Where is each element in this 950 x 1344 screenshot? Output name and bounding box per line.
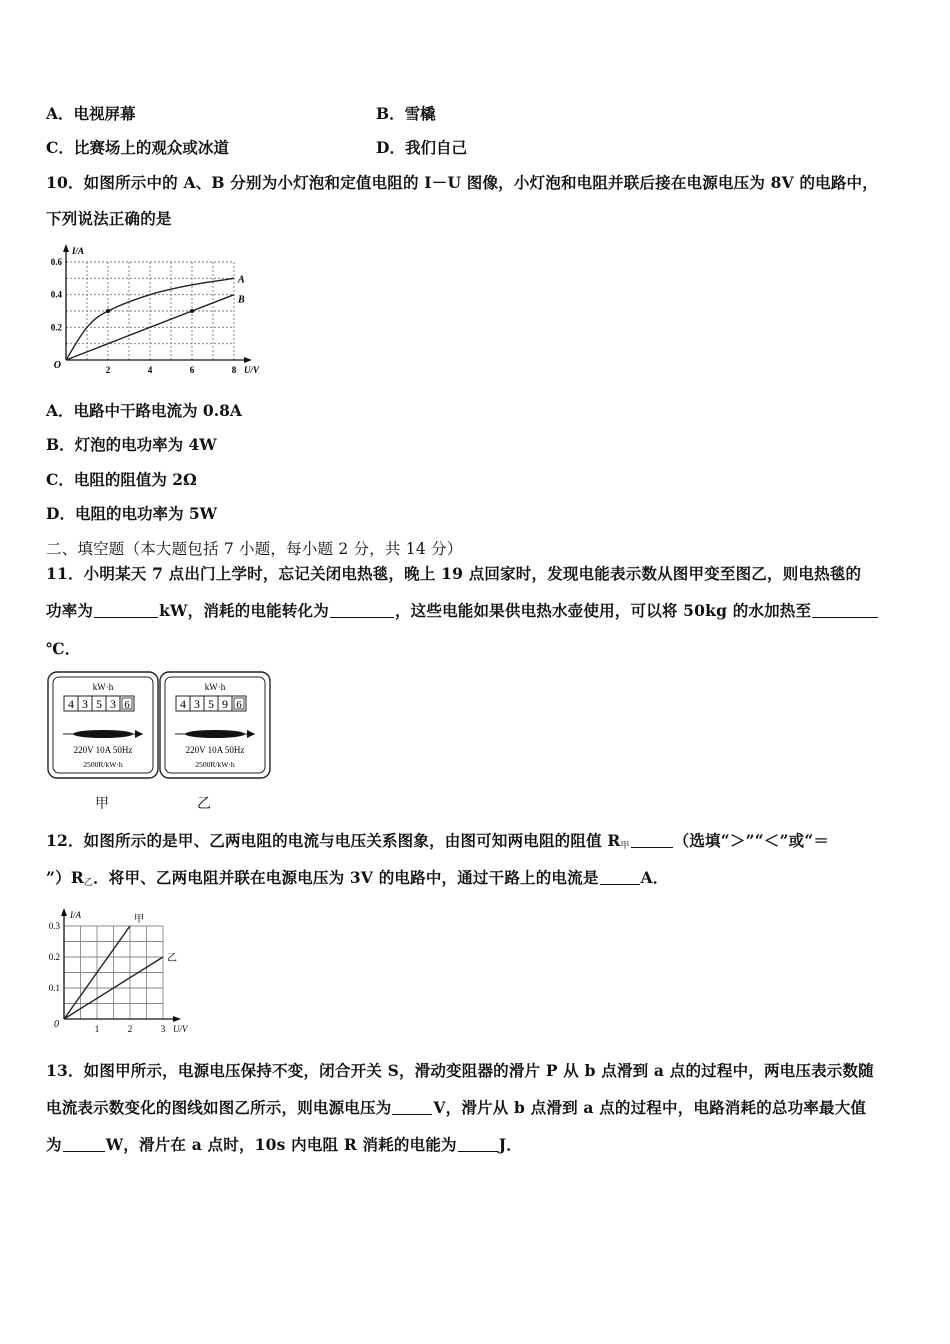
q11-blank-power[interactable] xyxy=(94,616,158,618)
q12-sub-jia: 甲 xyxy=(620,841,630,851)
meter-jia-unit: kW·h xyxy=(92,682,114,692)
x-tick-label: 3 xyxy=(160,1024,166,1034)
meter-yi-rate: 2500R/kW·h xyxy=(195,760,235,769)
q10-stem-line2: 下列说法正确的是 xyxy=(46,209,172,228)
q12-iu-chart xyxy=(40,895,210,1040)
meter-digit: 6 xyxy=(236,699,242,711)
q13-stem-line3 xyxy=(46,1133,522,1155)
y-tick-label: 0.6 xyxy=(50,257,62,267)
q12-text-c: ”）R xyxy=(46,868,84,887)
q12-text-a: 12．如图所示的是甲、乙两电阻的电流与电压关系图象，由图可知两电阻的阻值 R xyxy=(46,831,621,850)
origin-label: 0 xyxy=(54,1019,59,1030)
q11-stem-line3: ℃． xyxy=(46,639,81,658)
data-point xyxy=(106,309,110,313)
origin-label: O xyxy=(53,360,61,371)
meter-yi-unit: kW·h xyxy=(204,682,226,692)
q11-text-a: 功率为 xyxy=(46,601,94,620)
q11-text-c: ，这些电能如果供电热水壶使用，可以将 50kg 的水加热至 xyxy=(394,601,812,620)
meter-digit: 3 xyxy=(194,697,200,711)
q10-stem-line1: 10．如图所示中的 A、B 分别为小灯泡和定值电阻的 I－U 图像，小灯泡和电阻并联后接在电源电压为 8V 的电路中， xyxy=(46,173,878,192)
q13-blank-energy[interactable] xyxy=(458,1150,498,1152)
meter-digit: 6 xyxy=(124,699,130,711)
y-tick-label: 0.4 xyxy=(50,289,62,300)
meter-digit: 4 xyxy=(68,697,74,711)
q9-option-c: C．比赛场上的观众或冰道 xyxy=(46,138,229,157)
q12-text-b: （选填“＞”“＜”或“＝ xyxy=(673,831,830,850)
q13-text-b: V，滑片从 b 点滑到 a 点的过程中，电路消耗的总功率最大值 xyxy=(433,1098,867,1117)
y-axis-label: I/A xyxy=(72,246,85,256)
meter-digit: 4 xyxy=(180,697,186,711)
series-label: 乙 xyxy=(167,953,177,964)
q13-stem-line2 xyxy=(46,1096,866,1118)
q13-stem-line1: 13．如图甲所示，电源电压保持不变，闭合开关 S，滑动变阻器的滑片 P 从 b 点滑到 a 点的过程中，两电压表示数随 xyxy=(46,1061,874,1080)
meter-yi-specs: 220V 10A 50Hz xyxy=(185,745,245,755)
q12-text-e: A． xyxy=(640,868,669,887)
q11-text-b: kW，消耗的电能转化为 xyxy=(159,601,329,620)
series-label: A xyxy=(238,274,245,286)
x-tick-label: 1 xyxy=(94,1024,100,1034)
q9-option-b: B．雪橇 xyxy=(376,104,436,123)
q9-option-a: A．电视屏幕 xyxy=(46,104,136,123)
q13-blank-voltage[interactable] xyxy=(392,1113,432,1115)
series-label: B xyxy=(238,294,245,306)
series-label: 甲 xyxy=(134,914,144,925)
x-tick-label: 6 xyxy=(189,365,195,375)
q12-sub-yi: 乙 xyxy=(83,878,94,888)
meter-yi-caption: 乙 xyxy=(197,796,211,812)
q12-stem-line1 xyxy=(46,829,829,851)
y-axis-label: I/A xyxy=(70,910,81,920)
meter-digit: 3 xyxy=(110,697,116,711)
q13-text-a: 电流表示数变化的图线如图乙所示，则电源电压为 xyxy=(46,1098,392,1117)
meter-jia-drawing xyxy=(47,671,159,779)
y-tick-label: 0.2 xyxy=(50,322,62,333)
q12-text-d: ．将甲、乙两电阻并联在电源电压为 3V 的电路中，通过干路上的电流是 xyxy=(93,868,599,887)
x-tick-label: 2 xyxy=(105,365,111,375)
q13-text-d: W，滑片在 a 点时，10s 内电阻 R 消耗的电能为 xyxy=(105,1135,457,1154)
x-axis-label: U/V xyxy=(244,365,260,375)
x-axis-arrow xyxy=(244,357,252,363)
q11-stem-line2 xyxy=(46,599,879,621)
y-tick-label: 0.3 xyxy=(48,921,60,931)
q11-blank-energy[interactable] xyxy=(330,616,394,618)
data-point xyxy=(190,309,194,313)
q10-option-b: B．灯泡的电功率为 4W xyxy=(46,435,217,454)
y-axis-arrow xyxy=(61,908,67,916)
q10-option-a: A．电路中干路电流为 0.8A xyxy=(46,401,242,420)
q11-stem-line1: 11．小明某天 7 点出门上学时，忘记关闭电热毯，晚上 19 点回家时，发现电能表示数从图甲变至图乙，则电热毯的 xyxy=(46,564,862,583)
meter-digit: 5 xyxy=(96,697,102,711)
meter-yi xyxy=(159,671,271,783)
meter-digit: 9 xyxy=(222,697,228,711)
q13-text-c: 为 xyxy=(46,1135,62,1154)
q12-blank-current[interactable] xyxy=(600,883,640,885)
q12-stem-line2 xyxy=(46,866,668,888)
q10-iu-chart xyxy=(40,240,275,380)
q9-option-d: D．我们自己 xyxy=(376,138,467,157)
x-tick-label: 4 xyxy=(147,365,153,375)
meter-yi-drawing xyxy=(159,671,271,779)
meter-jia-caption: 甲 xyxy=(95,796,109,812)
q10-option-c: C．电阻的阻值为 2Ω xyxy=(46,470,197,489)
q13-text-e: J． xyxy=(498,1135,522,1154)
meter-jia-specs: 220V 10A 50Hz xyxy=(73,745,133,755)
y-tick-label: 0.2 xyxy=(48,952,60,962)
y-axis-arrow xyxy=(63,244,69,252)
x-tick-label: 8 xyxy=(231,365,237,375)
x-axis-arrow xyxy=(173,1016,181,1022)
meter-jia xyxy=(47,671,159,783)
meter-digit: 5 xyxy=(208,697,214,711)
q12-blank-compare[interactable] xyxy=(631,846,673,848)
section-heading: 二、填空题（本大题包括 7 小题，每小题 2 分，共 14 分） xyxy=(46,540,463,558)
y-tick-label: 0.1 xyxy=(48,983,60,993)
x-tick-label: 2 xyxy=(127,1024,133,1034)
meter-jia-rate: 2500R/kW·h xyxy=(83,760,123,769)
q11-blank-temp[interactable] xyxy=(812,616,878,618)
meter-digit: 3 xyxy=(82,697,88,711)
q13-blank-power[interactable] xyxy=(63,1150,105,1152)
q10-option-d: D．电阻的电功率为 5W xyxy=(46,504,218,523)
x-axis-label: U/V xyxy=(173,1024,188,1034)
